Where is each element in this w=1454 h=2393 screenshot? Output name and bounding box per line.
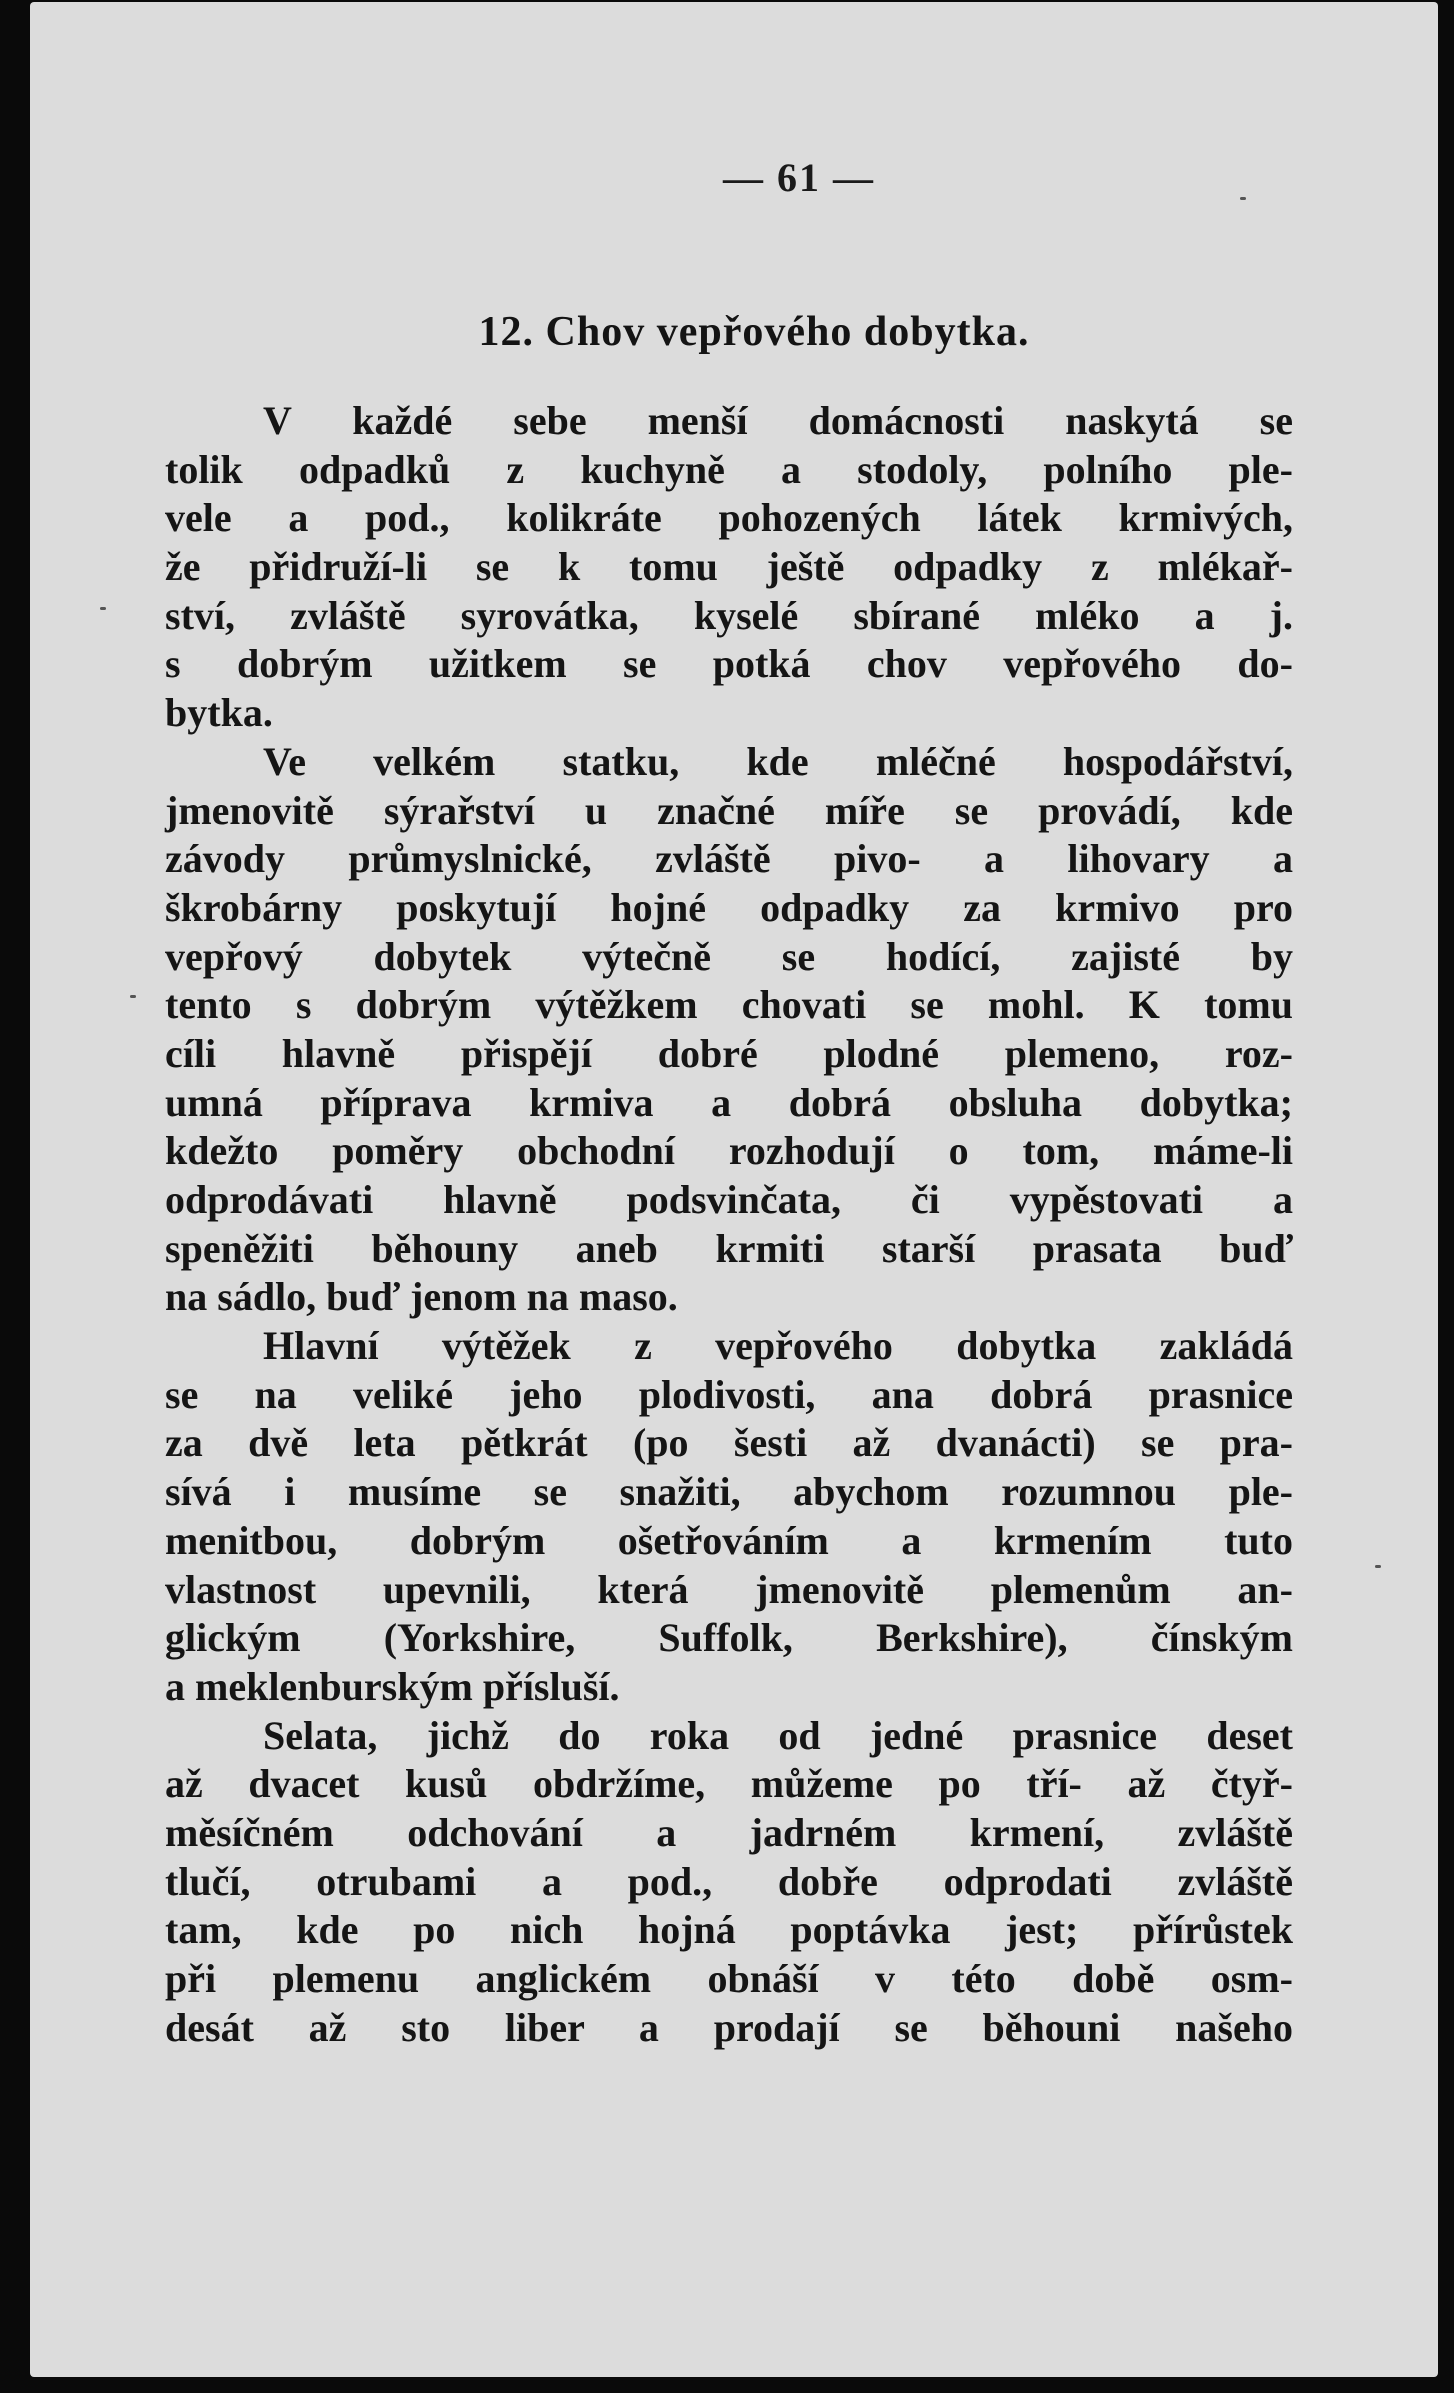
text-line: závody průmyslnické, zvláště pivo- a lihovary a bbox=[165, 836, 1293, 882]
text-line: vepřový dobytek výtečně se hodící, zajisté by bbox=[165, 933, 1293, 979]
page-number: — 61 — bbox=[723, 155, 875, 200]
text-line: glickým (Yorkshire, Suffolk, Berkshire), čínským bbox=[165, 1615, 1293, 1661]
text-line: tam, kde po nich hojná poptávka jest; přírůstek bbox=[165, 1907, 1293, 1953]
text-line: vlastnost upevnili, která jmenovitě plemenům an- bbox=[165, 1566, 1293, 1612]
scan-speck bbox=[1240, 197, 1246, 200]
paragraph bbox=[165, 1322, 1293, 1712]
text-line: při plemenu anglickém obnáší v této době osm- bbox=[165, 1956, 1293, 2001]
paragraph bbox=[165, 738, 1293, 1322]
text-line: Selata, jichž do roka od jedné prasnice deset bbox=[263, 1712, 1293, 1758]
text-line: kdežto poměry obchodní rozhodují o tom, máme-li bbox=[165, 1128, 1293, 1174]
scan-speck bbox=[100, 607, 106, 610]
text-line: ství, zvláště syrovátka, kyselé sbírané mléko a j. bbox=[165, 592, 1293, 638]
text-line: za dvě leta pětkrát (po šesti až dvanácti) se pra- bbox=[165, 1420, 1293, 1466]
text-line: s dobrým užitkem se potká chov vepřového do- bbox=[165, 641, 1293, 687]
text-line: speněžiti běhouny aneb krmiti starší prasata buď bbox=[165, 1225, 1293, 1271]
text-line: tento s dobrým výtěžkem chovati se mohl. K tomu bbox=[165, 982, 1293, 1028]
body-text bbox=[165, 397, 1293, 2052]
text-line: se na veliké jeho plodivosti, ana dobrá prasnice bbox=[165, 1371, 1293, 1417]
text-line: Ve velkém statku, kde mléčné hospodářství, bbox=[263, 738, 1293, 784]
text-line: že přidruží-li se k tomu ještě odpadky z mlékař- bbox=[165, 544, 1293, 590]
text-line: tolik odpadků z kuchyně a stodoly, polního ple- bbox=[165, 446, 1293, 492]
scan-speck bbox=[1375, 1565, 1381, 1568]
text-line: Hlavní výtěžek z vepřového dobytka zakládá bbox=[263, 1323, 1293, 1369]
text-line: a meklenburským přísluší. bbox=[165, 1663, 620, 1709]
text-line: umná příprava krmiva a dobrá obsluha dobytka; bbox=[165, 1079, 1293, 1125]
text-line: vele a pod., kolikráte pohozených látek krmivých, bbox=[165, 495, 1293, 541]
text-line: na sádlo, buď jenom na maso. bbox=[165, 1274, 678, 1320]
text-line: jmenovitě sýrařství u značné míře se provádí, kde bbox=[165, 787, 1293, 833]
text-line: odprodávati hlavně podsvinčata, či vypěstovati a bbox=[165, 1177, 1293, 1222]
text-line: tlučí, otrubami a pod., dobře odprodati zvláště bbox=[165, 1858, 1293, 1904]
book-page bbox=[30, 2, 1438, 2377]
text-line: bytka. bbox=[165, 690, 273, 736]
text-line: cíli hlavně přispějí dobré plodné plemeno, roz- bbox=[165, 1030, 1293, 1076]
paragraph bbox=[165, 397, 1293, 738]
text-line: desát až sto liber a prodají se běhouni našeho bbox=[165, 2004, 1293, 2050]
text-line: sívá i musíme se snažiti, abychom rozumnou ple- bbox=[165, 1469, 1293, 1515]
text-line: V každé sebe menší domácnosti naskytá se bbox=[263, 398, 1293, 443]
chapter-title: 12. Chov vepřového dobytka. bbox=[478, 309, 1030, 355]
text-line: až dvacet kusů obdržíme, můžeme po tří- až čtyř- bbox=[165, 1761, 1293, 1807]
scan-speck bbox=[130, 995, 136, 998]
text-line: měsíčném odchování a jadrném krmení, zvláště bbox=[165, 1809, 1293, 1855]
text-line: škrobárny poskytují hojné odpadky za krmivo pro bbox=[165, 884, 1293, 930]
text-line: menitbou, dobrým ošetřováním a krmením tuto bbox=[165, 1517, 1293, 1563]
paragraph bbox=[165, 1712, 1293, 2053]
